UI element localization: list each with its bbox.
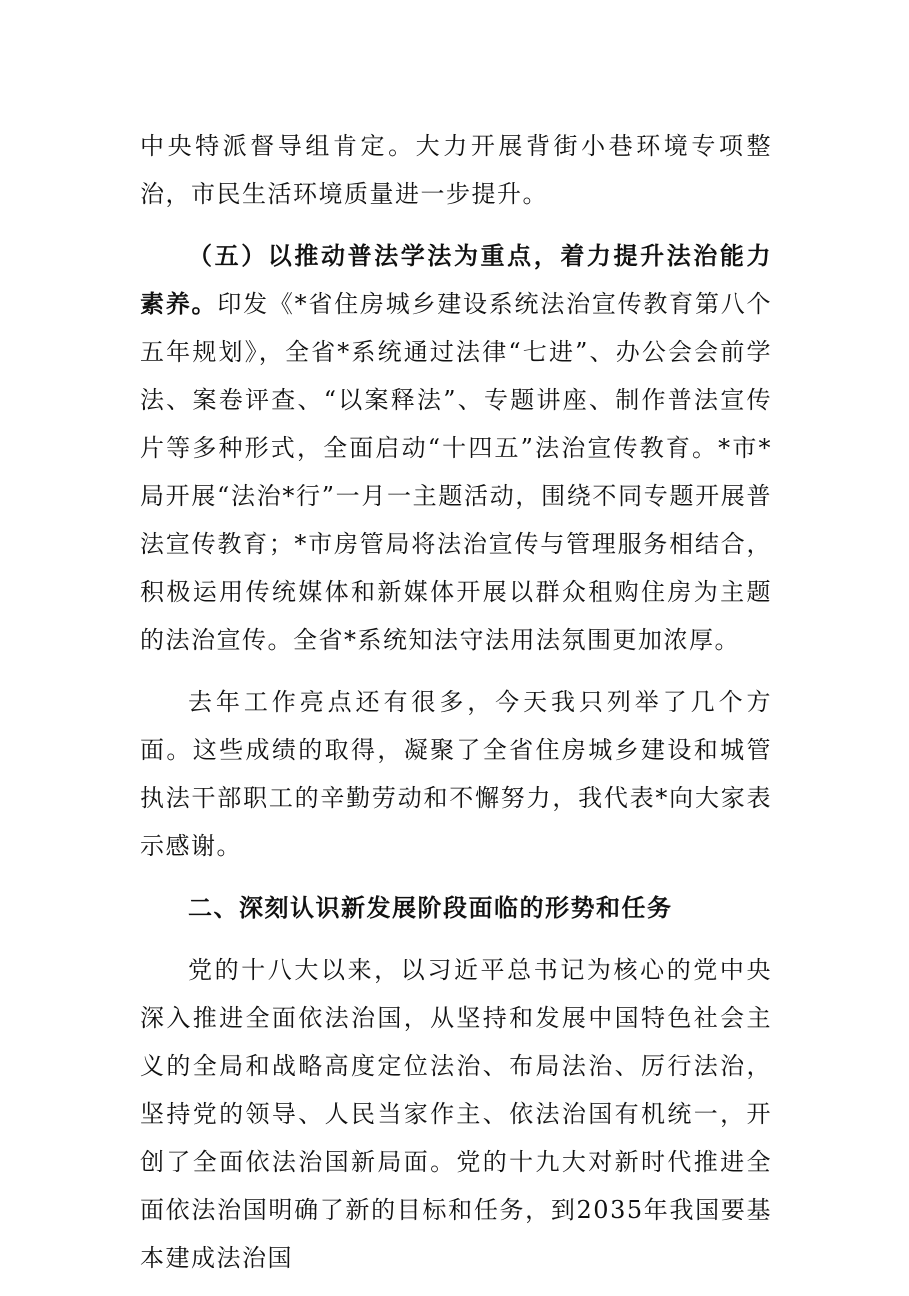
paragraph-rule-of-law: 党的十八大以来，以习近平总书记为核心的党中央深入推进全面依法治国，从坚持和发展中国特色社会主义的全局和战略高度定位法治、布局法治、厉行法治，坚持党的领导、人民当家作主、依法治国有机统一，开创了全面依法治国新局面。党的十九大对新时代推进全面依法治国明确了新的目标和任务，到2035年我国要基本建成法治国 <box>140 956 772 1272</box>
paragraph-continuation: 中央特派督导组肯定。大力开展背街小巷环境专项整治，市民生活环境质量进一步提升。 <box>140 132 772 208</box>
section-five-heading: （五）以推动普法学法为重点，着力提升法治能力素养。 <box>140 241 772 318</box>
section-five-body: 印发《*省住房城乡建设系统法治宣传教育第八个五年规划》，全省*系统通过法律“七进”、办公会会前学法、案卷评查、“以案释法”、专题讲座、制作普法宣传片等多种形式，全面启动“十四五”法治宣传教育。*市*局开展“法治*行”一月一主题活动，围绕不同专题开展普法宣传教育；*市房管局将法治宣传与管理服务相结合，积极运用传统媒体和新媒体开展以群众租购住房为主题的法治宣传。全省*系统知法守法用法氛围更加浓厚。 <box>140 290 772 654</box>
section-two-heading: 二、深刻认识新发展阶段面临的形势和任务 <box>188 893 673 922</box>
document-body <box>140 122 772 1296</box>
paragraph-section-five <box>140 232 772 664</box>
paragraph-summary: 去年工作亮点还有很多，今天我只列举了几个方面。这些成绩的取得，凝聚了全省住房城乡建设和城管执法干部职工的辛勤劳动和不懈努力，我代表*向大家表示感谢。 <box>140 688 772 860</box>
